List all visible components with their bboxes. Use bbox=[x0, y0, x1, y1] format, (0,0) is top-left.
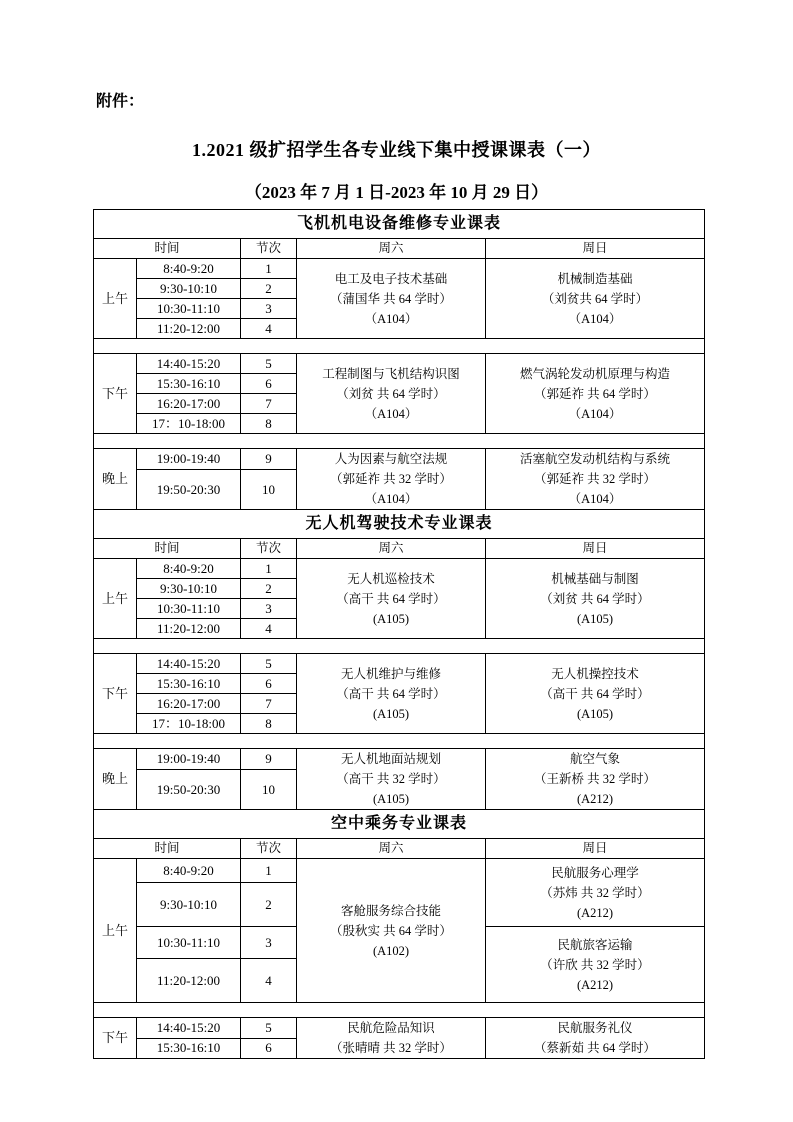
time-cell: 9:30-10:10 bbox=[137, 279, 241, 299]
time-cell: 10:30-11:10 bbox=[137, 927, 241, 959]
time-cell: 19:00-19:40 bbox=[137, 449, 241, 470]
course-name: 工程制图与飞机结构识图 bbox=[322, 366, 460, 381]
course-teacher: （郭延祚 共 32 学时） bbox=[534, 472, 656, 486]
col-header-saturday: 周六 bbox=[297, 839, 486, 859]
table-title-row bbox=[94, 510, 705, 539]
table-row bbox=[94, 749, 705, 770]
col-header-period: 节次 bbox=[241, 239, 297, 259]
table-title: 空中乘务专业课表 bbox=[94, 810, 705, 839]
course-teacher: （殷秋实 共 64 学时） bbox=[330, 923, 452, 938]
course-room: (A105) bbox=[372, 792, 410, 806]
table-row bbox=[94, 354, 705, 374]
col-header-sunday: 周日 bbox=[486, 239, 705, 259]
time-cell: 19:00-19:40 bbox=[137, 749, 241, 770]
time-cell: 14:40-15:20 bbox=[137, 354, 241, 374]
table-title: 无人机驾驶技术专业课表 bbox=[94, 510, 705, 539]
col-header-time: 时间 bbox=[94, 239, 241, 259]
time-cell: 8:40-9:20 bbox=[137, 259, 241, 279]
course-cell-sunday bbox=[486, 449, 705, 510]
course-teacher: （蒲国华 共 64 学时） bbox=[330, 291, 452, 306]
course-room: （A104） bbox=[568, 492, 622, 506]
course-name: 燃气涡轮发动机原理与构造 bbox=[519, 366, 670, 381]
time-cell: 15:30-16:10 bbox=[137, 674, 241, 694]
time-cell: 19:50-20:30 bbox=[137, 770, 241, 810]
time-cell: 17：10-18:00 bbox=[137, 714, 241, 734]
period-cell: 2 bbox=[241, 579, 297, 599]
session-label-afternoon: 下午 bbox=[94, 654, 137, 734]
course-name: 人为因素与航空法规 bbox=[334, 452, 448, 466]
course-room: （A104） bbox=[364, 311, 418, 326]
session-label-evening: 晚上 bbox=[94, 449, 137, 510]
course-teacher: （蔡新茹 共 64 学时） bbox=[534, 1041, 656, 1055]
course-cell-sunday bbox=[486, 1018, 705, 1059]
separator-row bbox=[94, 434, 705, 449]
course-room: (A212) bbox=[576, 905, 614, 920]
time-cell: 11:20-12:00 bbox=[137, 959, 241, 1003]
separator-row bbox=[94, 639, 705, 654]
course-cell-saturday bbox=[297, 354, 486, 434]
time-cell: 9:30-10:10 bbox=[137, 883, 241, 927]
separator-row bbox=[94, 339, 705, 354]
course-name: 民航服务礼仪 bbox=[557, 1021, 633, 1035]
table-row bbox=[94, 559, 705, 579]
period-cell: 1 bbox=[241, 859, 297, 883]
period-cell: 9 bbox=[241, 749, 297, 770]
course-room: （A104） bbox=[364, 406, 418, 421]
course-name: 机械制造基础 bbox=[557, 271, 633, 286]
period-cell: 3 bbox=[241, 299, 297, 319]
course-room: （A104） bbox=[364, 492, 418, 506]
table-row bbox=[94, 449, 705, 470]
col-header-time: 时间 bbox=[94, 839, 241, 859]
course-room: (A105) bbox=[372, 611, 410, 626]
period-cell: 4 bbox=[241, 319, 297, 339]
table-title-row bbox=[94, 210, 705, 239]
period-cell: 1 bbox=[241, 559, 297, 579]
time-cell: 11:20-12:00 bbox=[137, 619, 241, 639]
course-teacher: （高干 共 64 学时） bbox=[540, 686, 650, 701]
course-name: 客舱服务综合技能 bbox=[340, 903, 441, 918]
col-header-saturday: 周六 bbox=[297, 239, 486, 259]
course-cell-saturday bbox=[297, 449, 486, 510]
schedule-table-aircraft-maintenance bbox=[93, 209, 705, 510]
session-label-morning: 上午 bbox=[94, 259, 137, 339]
course-teacher: （王新桥 共 32 学时） bbox=[534, 772, 656, 786]
course-name: 无人机地面站规划 bbox=[340, 752, 441, 766]
separator-row bbox=[94, 1003, 705, 1018]
course-room: (A105) bbox=[372, 706, 410, 721]
period-cell: 5 bbox=[241, 654, 297, 674]
course-cell-saturday bbox=[297, 749, 486, 810]
period-cell: 2 bbox=[241, 279, 297, 299]
period-cell: 3 bbox=[241, 927, 297, 959]
period-cell: 6 bbox=[241, 374, 297, 394]
session-label-morning: 上午 bbox=[94, 559, 137, 639]
time-cell: 14:40-15:20 bbox=[137, 1018, 241, 1039]
course-cell-saturday bbox=[297, 1018, 486, 1059]
course-teacher: （郭延祚 共 64 学时） bbox=[534, 386, 656, 401]
course-room: (A102) bbox=[372, 943, 410, 958]
course-room: (A105) bbox=[576, 611, 614, 626]
course-room: （A104） bbox=[568, 406, 622, 421]
col-header-time: 时间 bbox=[94, 539, 241, 559]
period-cell: 4 bbox=[241, 959, 297, 1003]
session-label-afternoon: 下午 bbox=[94, 1018, 137, 1059]
period-cell: 2 bbox=[241, 883, 297, 927]
page-title: 1.2021 级扩招学生各专业线下集中授课课表（一） bbox=[192, 140, 601, 160]
table-title: 飞机机电设备维修专业课表 bbox=[94, 210, 705, 239]
course-name: 无人机操控技术 bbox=[551, 666, 639, 681]
course-teacher: （高干 共 64 学时） bbox=[336, 686, 446, 701]
table-title-row bbox=[94, 810, 705, 839]
time-cell: 11:20-12:00 bbox=[137, 319, 241, 339]
col-header-saturday: 周六 bbox=[297, 539, 486, 559]
period-cell: 5 bbox=[241, 354, 297, 374]
time-cell: 10:30-11:10 bbox=[137, 299, 241, 319]
col-header-sunday: 周日 bbox=[486, 539, 705, 559]
course-room: (A212) bbox=[576, 977, 614, 992]
session-label-evening: 晚上 bbox=[94, 749, 137, 810]
session-label-morning: 上午 bbox=[94, 859, 137, 1003]
column-header-row bbox=[94, 839, 705, 859]
course-teacher: （高干 共 32 学时） bbox=[336, 772, 446, 786]
session-label-afternoon: 下午 bbox=[94, 354, 137, 434]
period-cell: 4 bbox=[241, 619, 297, 639]
course-teacher: （刘贫 共 64 学时） bbox=[336, 386, 446, 401]
course-name: 活塞航空发动机结构与系统 bbox=[519, 452, 670, 466]
col-header-period: 节次 bbox=[241, 839, 297, 859]
course-cell-saturday bbox=[297, 654, 486, 734]
period-cell: 8 bbox=[241, 414, 297, 434]
course-cell-sunday-upper bbox=[486, 859, 705, 927]
course-cell-sunday bbox=[486, 654, 705, 734]
time-cell: 9:30-10:10 bbox=[137, 579, 241, 599]
course-teacher: （张晴晴 共 32 学时） bbox=[330, 1041, 452, 1055]
course-cell-sunday bbox=[486, 259, 705, 339]
table-row bbox=[94, 1018, 705, 1039]
schedule-tables-container bbox=[93, 209, 705, 1059]
time-cell: 16:20-17:00 bbox=[137, 694, 241, 714]
course-cell-sunday-lower bbox=[486, 927, 705, 1003]
time-cell: 17：10-18:00 bbox=[137, 414, 241, 434]
course-teacher: （许欣 共 32 学时） bbox=[540, 957, 650, 972]
course-room: (A105) bbox=[576, 706, 614, 721]
course-name: 民航危险品知识 bbox=[347, 1021, 435, 1035]
course-room: （A104） bbox=[568, 311, 622, 326]
course-cell-saturday bbox=[297, 559, 486, 639]
course-teacher: （高干 共 64 学时） bbox=[336, 591, 446, 606]
table-row bbox=[94, 654, 705, 674]
time-cell: 19:50-20:30 bbox=[137, 470, 241, 510]
period-cell: 10 bbox=[241, 470, 297, 510]
time-cell: 8:40-9:20 bbox=[137, 859, 241, 883]
time-cell: 15:30-16:10 bbox=[137, 374, 241, 394]
course-cell-sunday bbox=[486, 354, 705, 434]
col-header-period: 节次 bbox=[241, 539, 297, 559]
time-cell: 16:20-17:00 bbox=[137, 394, 241, 414]
period-cell: 7 bbox=[241, 394, 297, 414]
period-cell: 6 bbox=[241, 674, 297, 694]
time-cell: 8:40-9:20 bbox=[137, 559, 241, 579]
course-name: 机械基础与制图 bbox=[551, 571, 639, 586]
table-row bbox=[94, 259, 705, 279]
course-name: 电工及电子技术基础 bbox=[334, 271, 448, 286]
column-header-row bbox=[94, 239, 705, 259]
schedule-table-uav-piloting bbox=[93, 509, 705, 810]
column-header-row bbox=[94, 539, 705, 559]
course-cell-saturday bbox=[297, 259, 486, 339]
course-teacher: （苏炜 共 32 学时） bbox=[540, 885, 650, 900]
period-cell: 10 bbox=[241, 770, 297, 810]
course-teacher: （刘贫 共 64 学时） bbox=[540, 591, 650, 606]
course-name: 无人机维护与维修 bbox=[340, 666, 441, 681]
period-cell: 6 bbox=[241, 1038, 297, 1059]
period-cell: 9 bbox=[241, 449, 297, 470]
period-cell: 5 bbox=[241, 1018, 297, 1039]
period-cell: 8 bbox=[241, 714, 297, 734]
course-cell-saturday bbox=[297, 859, 486, 1003]
table-row bbox=[94, 859, 705, 883]
col-header-sunday: 周日 bbox=[486, 839, 705, 859]
period-cell: 7 bbox=[241, 694, 297, 714]
course-room: (A212) bbox=[576, 792, 614, 806]
course-name: 民航旅客运输 bbox=[557, 937, 633, 952]
attachment-label: 附件： bbox=[96, 93, 145, 110]
course-name: 航空气象 bbox=[569, 752, 620, 766]
period-cell: 3 bbox=[241, 599, 297, 619]
time-cell: 14:40-15:20 bbox=[137, 654, 241, 674]
course-cell-sunday bbox=[486, 559, 705, 639]
time-cell: 10:30-11:10 bbox=[137, 599, 241, 619]
separator-row bbox=[94, 734, 705, 749]
date-range: （2023 年 7 月 1 日-2023 年 10 月 29 日） bbox=[244, 183, 549, 202]
course-name: 民航服务心理学 bbox=[551, 865, 639, 880]
course-name: 无人机巡检技术 bbox=[347, 571, 435, 586]
time-cell: 15:30-16:10 bbox=[137, 1038, 241, 1059]
schedule-table-cabin-crew bbox=[93, 809, 705, 1059]
period-cell: 1 bbox=[241, 259, 297, 279]
course-teacher: （刘贫共 64 学时） bbox=[541, 291, 649, 306]
course-cell-sunday bbox=[486, 749, 705, 810]
course-teacher: （郭延祚 共 32 学时） bbox=[330, 472, 452, 486]
